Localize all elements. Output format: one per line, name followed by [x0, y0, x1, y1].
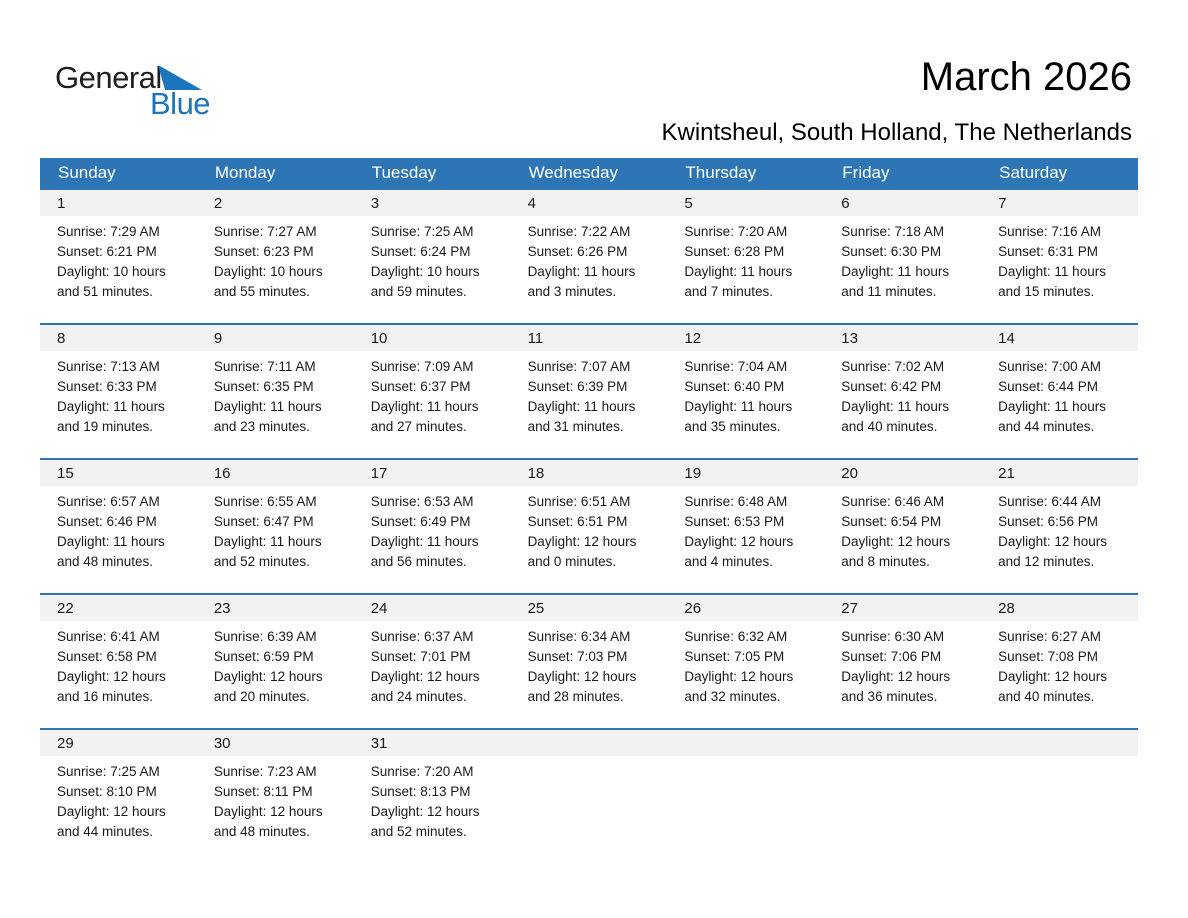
day-number: 21: [981, 460, 1138, 486]
daylight-text: Daylight: 11 hours and 23 minutes.: [213, 399, 322, 434]
sunset-text: Sunset: 6:39 PM: [527, 379, 628, 394]
sunrise-text: Sunrise: 6:44 AM: [998, 494, 1101, 509]
day-info-empty: [824, 756, 981, 762]
daylight-text: Daylight: 11 hours and 35 minutes.: [684, 399, 793, 434]
daylight-text: Daylight: 12 hours and 44 minutes.: [57, 804, 166, 839]
sunset-text: Sunset: 7:05 PM: [684, 649, 785, 664]
weekday-header-row: [40, 158, 1138, 188]
daylight-text: Daylight: 11 hours and 11 minutes.: [841, 264, 950, 299]
daylight-text: Daylight: 11 hours and 56 minutes.: [370, 534, 479, 569]
daylight-text: Daylight: 11 hours and 40 minutes.: [841, 399, 950, 434]
day-number-empty: [511, 730, 668, 756]
day-cell-21: [981, 460, 1138, 593]
day-info: [667, 486, 824, 572]
day-number: 20: [824, 460, 981, 486]
day-number: 8: [40, 325, 197, 351]
daylight-text: Daylight: 11 hours and 44 minutes.: [998, 399, 1106, 434]
daylight-text: Daylight: 12 hours and 24 minutes.: [370, 669, 480, 704]
day-cell-12: [667, 325, 824, 458]
sunset-text: Sunset: 6:56 PM: [998, 514, 1098, 529]
sunset-text: Sunset: 8:11 PM: [213, 784, 313, 799]
weekday-thursday: Thursday: [685, 163, 757, 182]
day-cell-8: [40, 325, 197, 458]
day-info: [824, 486, 981, 572]
sunrise-text: Sunrise: 7:23 AM: [213, 764, 317, 779]
day-number-empty: [981, 730, 1138, 756]
day-number: 2: [197, 190, 354, 216]
weekday-tuesday: Tuesday: [371, 163, 437, 182]
day-info: [40, 756, 197, 842]
day-info: [40, 621, 197, 707]
day-info: [511, 351, 668, 437]
day-info: [197, 621, 354, 707]
day-cell-14: [981, 325, 1138, 458]
day-info: [354, 756, 511, 842]
sunset-text: Sunset: 6:26 PM: [527, 244, 628, 259]
daylight-text: Daylight: 12 hours and 48 minutes.: [213, 804, 323, 839]
day-cell-22: [40, 595, 197, 728]
weekday-friday: Friday: [842, 163, 890, 182]
daylight-text: Daylight: 12 hours and 32 minutes.: [684, 669, 794, 704]
daylight-text: Daylight: 12 hours and 4 minutes.: [684, 534, 794, 569]
day-number: 26: [667, 595, 824, 621]
day-info: [981, 486, 1138, 572]
sunrise-text: Sunrise: 7:02 AM: [841, 359, 945, 374]
daylight-text: Daylight: 12 hours and 36 minutes.: [841, 669, 951, 704]
day-info: [511, 621, 668, 707]
sunset-text: Sunset: 6:42 PM: [841, 379, 942, 394]
day-number: 7: [981, 190, 1138, 216]
daylight-text: Daylight: 12 hours and 52 minutes.: [370, 804, 480, 839]
day-number: 5: [667, 190, 824, 216]
day-cell-26: [667, 595, 824, 728]
daylight-text: Daylight: 11 hours and 27 minutes.: [370, 399, 479, 434]
week-row-4: [40, 593, 1138, 728]
sunrise-text: Sunrise: 7:04 AM: [684, 359, 788, 374]
day-info-empty: [511, 756, 668, 762]
day-info: [824, 621, 981, 707]
day-cell-28: [981, 595, 1138, 728]
sunset-text: Sunset: 6:40 PM: [684, 379, 785, 394]
day-info: [354, 621, 511, 707]
daylight-text: Daylight: 12 hours and 16 minutes.: [57, 669, 166, 704]
day-info: [40, 216, 197, 302]
day-info: [511, 216, 668, 302]
day-cell-13: [824, 325, 981, 458]
page-title: March 2026: [920, 55, 1132, 99]
sunrise-text: Sunrise: 7:20 AM: [370, 764, 474, 779]
day-cell-1: [40, 190, 197, 323]
sunset-text: Sunset: 6:37 PM: [370, 379, 471, 394]
day-number: 29: [40, 730, 197, 756]
weekday-monday: Monday: [214, 163, 276, 182]
day-number: 13: [824, 325, 981, 351]
day-info: [40, 351, 197, 437]
daylight-text: Daylight: 11 hours and 3 minutes.: [527, 264, 636, 299]
day-cell-empty: [981, 730, 1138, 863]
sunset-text: Sunset: 8:13 PM: [370, 784, 471, 799]
sunset-text: Sunset: 6:46 PM: [57, 514, 157, 529]
daylight-text: Daylight: 11 hours and 15 minutes.: [998, 264, 1106, 299]
sunrise-text: Sunrise: 7:22 AM: [527, 224, 631, 239]
day-number: 30: [197, 730, 354, 756]
daylight-text: Daylight: 12 hours and 20 minutes.: [213, 669, 323, 704]
day-number: 10: [354, 325, 511, 351]
day-info: [667, 351, 824, 437]
daylight-text: Daylight: 12 hours and 28 minutes.: [527, 669, 637, 704]
day-info: [981, 216, 1138, 302]
week-row-1: [40, 188, 1138, 323]
day-number: 4: [511, 190, 668, 216]
sunset-text: Sunset: 6:58 PM: [57, 649, 157, 664]
week-row-5: [40, 728, 1138, 863]
daylight-text: Daylight: 12 hours and 40 minutes.: [998, 669, 1107, 704]
day-number: 6: [824, 190, 981, 216]
day-number: 27: [824, 595, 981, 621]
day-number: 1: [40, 190, 197, 216]
day-number: 9: [197, 325, 354, 351]
daylight-text: Daylight: 11 hours and 19 minutes.: [57, 399, 165, 434]
weekday-saturday: Saturday: [999, 163, 1068, 182]
day-number: 31: [354, 730, 511, 756]
day-number: 3: [354, 190, 511, 216]
week-row-3: [40, 458, 1138, 593]
day-number: 24: [354, 595, 511, 621]
sunset-text: Sunset: 6:44 PM: [998, 379, 1098, 394]
day-cell-9: [197, 325, 354, 458]
day-cell-24: [354, 595, 511, 728]
sunrise-text: Sunrise: 6:57 AM: [57, 494, 160, 509]
weekday-wednesday: Wednesday: [528, 163, 619, 182]
day-info: [981, 621, 1138, 707]
sunrise-text: Sunrise: 7:25 AM: [57, 764, 160, 779]
sunset-text: Sunset: 8:10 PM: [57, 784, 157, 799]
day-info: [824, 216, 981, 302]
sunrise-text: Sunrise: 7:00 AM: [998, 359, 1101, 374]
sunset-text: Sunset: 6:30 PM: [841, 244, 942, 259]
day-cell-17: [354, 460, 511, 593]
day-number: 22: [40, 595, 197, 621]
day-cell-19: [667, 460, 824, 593]
sunset-text: Sunset: 7:06 PM: [841, 649, 942, 664]
sunrise-text: Sunrise: 6:53 AM: [370, 494, 474, 509]
day-cell-20: [824, 460, 981, 593]
location-subtitle: Kwintsheul, South Holland, The Netherlands: [661, 119, 1132, 146]
day-number: 15: [40, 460, 197, 486]
day-cell-18: [511, 460, 668, 593]
sunset-text: Sunset: 6:59 PM: [213, 649, 314, 664]
day-cell-15: [40, 460, 197, 593]
day-info: [824, 351, 981, 437]
day-cell-23: [197, 595, 354, 728]
day-info: [667, 621, 824, 707]
daylight-text: Daylight: 11 hours and 48 minutes.: [57, 534, 165, 569]
day-number: 23: [197, 595, 354, 621]
day-info: [667, 216, 824, 302]
day-cell-3: [354, 190, 511, 323]
sunrise-text: Sunrise: 6:34 AM: [527, 629, 631, 644]
daylight-text: Daylight: 10 hours and 51 minutes.: [57, 264, 166, 299]
day-cell-empty: [667, 730, 824, 863]
sunrise-text: Sunrise: 6:46 AM: [841, 494, 945, 509]
sunrise-text: Sunrise: 6:51 AM: [527, 494, 631, 509]
day-info: [40, 486, 197, 572]
day-info: [197, 216, 354, 302]
day-info: [354, 486, 511, 572]
day-cell-7: [981, 190, 1138, 323]
sunrise-text: Sunrise: 7:20 AM: [684, 224, 788, 239]
calendar-table: [40, 158, 1138, 863]
sunrise-text: Sunrise: 7:16 AM: [998, 224, 1101, 239]
day-cell-25: [511, 595, 668, 728]
day-cell-10: [354, 325, 511, 458]
week-row-2: [40, 323, 1138, 458]
sunset-text: Sunset: 7:03 PM: [527, 649, 628, 664]
day-cell-2: [197, 190, 354, 323]
day-info-empty: [667, 756, 824, 762]
day-cell-30: [197, 730, 354, 863]
day-number: 25: [511, 595, 668, 621]
day-number-empty: [824, 730, 981, 756]
daylight-text: Daylight: 12 hours and 8 minutes.: [841, 534, 951, 569]
sunrise-text: Sunrise: 7:07 AM: [527, 359, 631, 374]
sunrise-text: Sunrise: 6:55 AM: [213, 494, 317, 509]
day-number: 14: [981, 325, 1138, 351]
logo-text-general: General: [55, 60, 162, 95]
sunset-text: Sunset: 6:53 PM: [684, 514, 785, 529]
sunrise-text: Sunrise: 6:41 AM: [57, 629, 160, 644]
daylight-text: Daylight: 12 hours and 0 minutes.: [527, 534, 637, 569]
day-cell-31: [354, 730, 511, 863]
day-cell-empty: [511, 730, 668, 863]
day-number: 17: [354, 460, 511, 486]
logo-text-blue: Blue: [150, 86, 211, 121]
day-number: 16: [197, 460, 354, 486]
day-cell-29: [40, 730, 197, 863]
day-cell-16: [197, 460, 354, 593]
sunrise-text: Sunrise: 6:30 AM: [841, 629, 945, 644]
sunrise-text: Sunrise: 6:48 AM: [684, 494, 788, 509]
daylight-text: Daylight: 10 hours and 55 minutes.: [213, 264, 323, 299]
daylight-text: Daylight: 12 hours and 12 minutes.: [998, 534, 1107, 569]
sunrise-text: Sunrise: 7:13 AM: [57, 359, 160, 374]
day-info: [197, 486, 354, 572]
day-info: [197, 756, 354, 842]
daylight-text: Daylight: 11 hours and 7 minutes.: [684, 264, 793, 299]
sunset-text: Sunset: 6:49 PM: [370, 514, 471, 529]
sunrise-text: Sunrise: 7:25 AM: [370, 224, 474, 239]
day-cell-empty: [824, 730, 981, 863]
sunrise-text: Sunrise: 6:27 AM: [998, 629, 1101, 644]
day-info: [354, 351, 511, 437]
day-number: 18: [511, 460, 668, 486]
sunset-text: Sunset: 6:24 PM: [370, 244, 471, 259]
sunset-text: Sunset: 7:01 PM: [370, 649, 471, 664]
sunset-text: Sunset: 6:23 PM: [213, 244, 314, 259]
daylight-text: Daylight: 11 hours and 52 minutes.: [213, 534, 322, 569]
day-info: [981, 351, 1138, 437]
general-blue-logo: [55, 60, 295, 124]
sunset-text: Sunset: 6:28 PM: [684, 244, 785, 259]
sunset-text: Sunset: 6:33 PM: [57, 379, 157, 394]
daylight-text: Daylight: 11 hours and 31 minutes.: [527, 399, 636, 434]
day-info-empty: [981, 756, 1138, 762]
day-cell-4: [511, 190, 668, 323]
sunset-text: Sunset: 6:21 PM: [57, 244, 157, 259]
sunset-text: Sunset: 6:35 PM: [213, 379, 314, 394]
day-info: [197, 351, 354, 437]
sunrise-text: Sunrise: 7:09 AM: [370, 359, 474, 374]
sunset-text: Sunset: 6:31 PM: [998, 244, 1098, 259]
day-cell-6: [824, 190, 981, 323]
day-number: 28: [981, 595, 1138, 621]
day-info: [354, 216, 511, 302]
daylight-text: Daylight: 10 hours and 59 minutes.: [370, 264, 480, 299]
sunrise-text: Sunrise: 7:27 AM: [213, 224, 317, 239]
day-info: [511, 486, 668, 572]
sunset-text: Sunset: 6:51 PM: [527, 514, 628, 529]
weekday-sunday: Sunday: [58, 163, 116, 182]
day-number-empty: [667, 730, 824, 756]
sunrise-text: Sunrise: 6:37 AM: [370, 629, 474, 644]
day-number: 19: [667, 460, 824, 486]
day-cell-27: [824, 595, 981, 728]
sunset-text: Sunset: 6:47 PM: [213, 514, 314, 529]
day-number: 11: [511, 325, 668, 351]
sunrise-text: Sunrise: 6:39 AM: [213, 629, 317, 644]
sunrise-text: Sunrise: 7:18 AM: [841, 224, 945, 239]
day-number: 12: [667, 325, 824, 351]
sunrise-text: Sunrise: 7:29 AM: [57, 224, 160, 239]
sunrise-text: Sunrise: 6:32 AM: [684, 629, 788, 644]
sunset-text: Sunset: 6:54 PM: [841, 514, 942, 529]
sunset-text: Sunset: 7:08 PM: [998, 649, 1098, 664]
day-cell-5: [667, 190, 824, 323]
sunrise-text: Sunrise: 7:11 AM: [213, 359, 316, 374]
day-cell-11: [511, 325, 668, 458]
